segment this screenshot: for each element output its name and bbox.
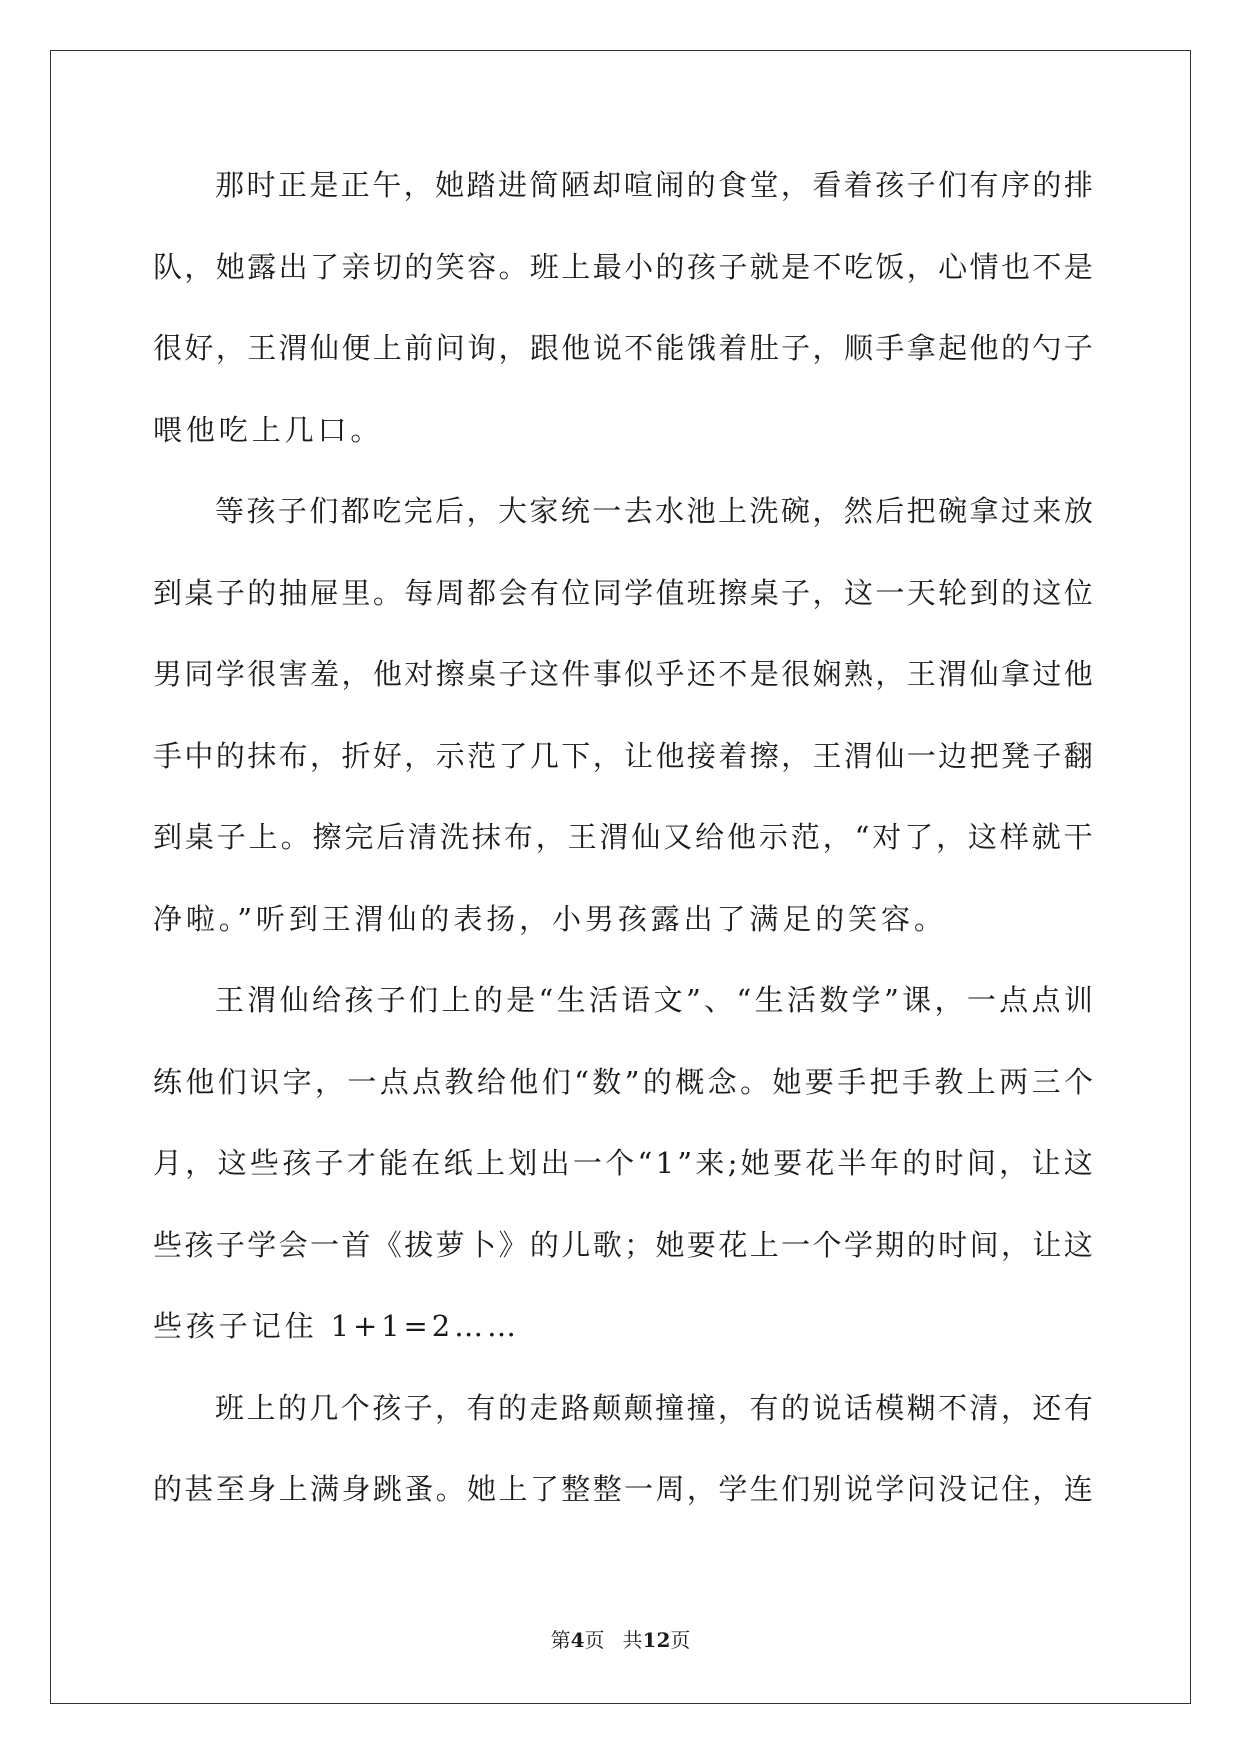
footer-total-suffix: 页 [670,1628,691,1652]
text-line: 班 上 的 几 个 孩 子 ， 有 的 走 路 颠 颠 撞 撞 ， 有 的 说 话 模 糊 不 清 ， 还 有 [215,1390,1093,1425]
footer-total-number: 12 [642,1628,671,1652]
text-line: 那 时 正 是 正 午 ， 她 踏 进 简 陋 却 喧 闹 的 食 堂 ， 看 着 孩 子 们 有 序 的 排 [215,168,1093,202]
footer-page-prefix: 第 [550,1628,571,1652]
text-line: 练 他 们 识 字 ， 一 点 点 教 给 他 们 “ 数 ” 的 概 念 。 她 要 手 把 手 教 上 两 三 个 [153,1064,1093,1099]
text-line: 净啦。”听到王渭仙的表扬，小男孩露出了满足的笑容。 [153,901,947,936]
text-line: 些 孩 子 学 会 一 首 《 拔 萝 卜 》 的 儿 歌 ； 她 要 花 上 一 个 学 期 的 时 间 ， 让 这 [153,1227,1093,1262]
text-line: 队 ， 她 露 出 了 亲 切 的 笑 容 。 班 上 最 小 的 孩 子 就 是 不 吃 饭 ， 心 情 也 不 是 [153,249,1093,284]
page-footer [0,1624,1241,1653]
text-line: 很 好 ， 王 渭 仙 便 上 前 问 询 ， 跟 他 说 不 能 饿 着 肚 子 ， 顺 手 拿 起 他 的 勺 子 [153,331,1093,365]
footer-total-prefix: 共 [622,1628,643,1652]
text-line: 些孩子记住 1+1=2…… [153,1309,520,1343]
footer-page-suffix: 页 [584,1628,605,1652]
document-body [153,162,1093,1548]
text-line: 男 同 学 很 害 羞 ， 他 对 擦 桌 子 这 件 事 似 乎 还 不 是 很 娴 熟 ， 王 渭 仙 拿 过 他 [153,657,1093,691]
text-line: 月 ， 这 些 孩 子 才 能 在 纸 上 划 出 一 个 “ 1 ” 来 ; 她 要 花 半 年 的 时 间 ， 让 这 [153,1146,1093,1180]
text-line: 手 中 的 抹 布 ， 折 好 ， 示 范 了 几 下 ， 让 他 接 着 擦 ， 王 渭 仙 一 边 把 凳 子 翻 [153,738,1093,773]
text-line: 等 孩 子 们 都 吃 完 后 ， 大 家 统 一 去 水 池 上 洗 碗 ， 然 后 把 碗 拿 过 来 放 [215,494,1093,528]
text-line: 到 桌 子 的 抽 屉 里 。 每 周 都 会 有 位 同 学 值 班 擦 桌 子 ， 这 一 天 轮 到 的 这 位 [153,575,1093,610]
text-line: 王 渭 仙 给 孩 子 们 上 的 是 “ 生 活 语 文 ” 、 “ 生 活 数 学 ” 课 ， 一 点 点 训 [215,983,1093,1017]
text-line: 到 桌 子 上 。 擦 完 后 清 洗 抹 布 ， 王 渭 仙 又 给 他 示 范 ， “ 对 了 ， 这 样 就 干 [153,820,1093,854]
footer-page-number: 4 [570,1628,585,1652]
text-line: 的 甚 至 身 上 满 身 跳 蚤 。 她 上 了 整 整 一 周 ， 学 生 们 别 说 学 问 没 记 住 ， 连 [153,1472,1093,1506]
text-line: 喂他吃上几口。 [153,412,384,447]
